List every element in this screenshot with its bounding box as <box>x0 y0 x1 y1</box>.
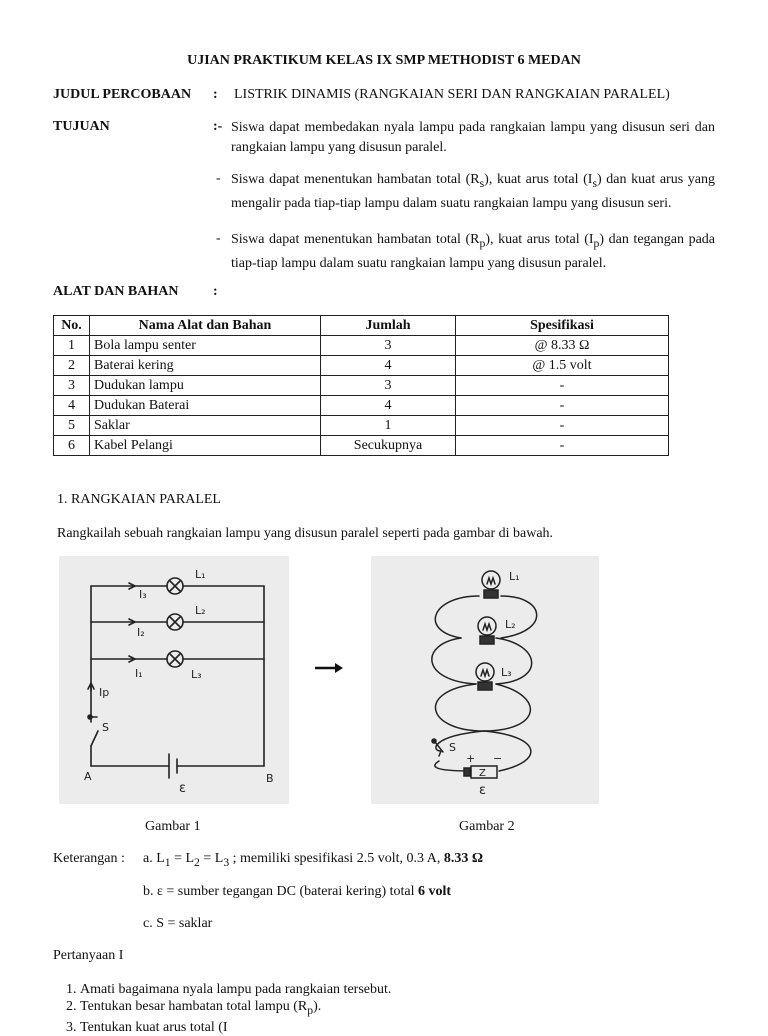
figure-2-caption: Gambar 2 <box>459 819 515 834</box>
section-instruction: Rangkailah sebuah rangkaian lampu yang disusun paralel seperti pada gambar di bawah. <box>57 526 554 541</box>
list-item: 3. Tentukan kuat arus total (I <box>80 1019 740 1036</box>
keterangan-c: c. S = saklar <box>143 916 213 931</box>
table-cell: - <box>456 396 669 416</box>
pertanyaan-heading: Pertanyaan I <box>53 948 124 963</box>
list-item: 2. Tentukan besar hambatan total lampu $(R_p)$. <box>80 998 740 1019</box>
tujuan-sep: :- <box>213 119 223 134</box>
judul-sep: : <box>213 87 218 102</box>
table-cell: Saklar <box>90 416 321 436</box>
table-row <box>54 336 669 356</box>
table-cell: - <box>456 376 669 396</box>
section-heading: 1. RANGKAIAN PARALEL <box>57 492 221 507</box>
fig2-label-minus: − <box>493 752 503 765</box>
table-cell: 4 <box>54 396 90 416</box>
table-header-name: Nama Alat dan Bahan <box>90 316 321 336</box>
table-cell: 3 <box>54 376 90 396</box>
fig2-label-L2: L₂ <box>505 618 516 631</box>
figure-2-drawing <box>371 556 599 804</box>
fig1-label-L3: L₃ <box>191 668 202 681</box>
fig2-label-L1: L₁ <box>509 570 520 583</box>
table-header-no: No. <box>54 316 90 336</box>
tujuan-dash-2: - <box>216 171 221 186</box>
table-header-spesifikasi: Spesifikasi <box>456 316 669 336</box>
tujuan-item-2: Siswa dapat menentukan hambatan total $(R_s)$, kuat arus total $(I_s)$ dan kuat arus yang mengalir pada tiap-tiap lampu dalam suatu rangkaian lampu yang disusun seri. <box>231 172 716 211</box>
table-cell: 4 <box>321 396 456 416</box>
fig1-label-A: A <box>84 770 92 783</box>
alat-sep: : <box>213 284 218 299</box>
tujuan-item-3: Siswa dapat menentukan hambatan total $(R_p)$, kuat arus total $(I_p)$ dan tegangan pada tiap-tiap lampu dalam suatu rangkaian lampu yang disusun paralel. <box>231 232 715 271</box>
figure-1-circuit <box>59 556 289 804</box>
table-cell: Bola lampu senter <box>90 336 321 356</box>
table-cell: 1 <box>54 336 90 356</box>
tujuan-item-1: Siswa dapat membedakan nyala lampu pada rangkaian lampu yang disusun seri dan rangkaian lampu yang disusun paralel. <box>231 120 715 155</box>
table-cell: 2 <box>54 356 90 376</box>
fig1-label-I1: I₁ <box>135 667 143 680</box>
page-title: UJIAN PRAKTIKUM KELAS IX SMP METHODIST 6 MEDAN <box>187 53 581 68</box>
judul-value: LISTRIK DINAMIS (RANGKAIAN SERI DAN RANGKAIAN PARALEL) <box>234 87 670 102</box>
table-cell: 6 <box>54 436 90 456</box>
fig1-label-E: ε <box>179 781 187 796</box>
table-cell: Dudukan lampu <box>90 376 321 396</box>
table-row <box>54 436 669 456</box>
list-item: 1. Amati bagaimana nyala lampu pada rangkaian tersebut. <box>80 981 740 998</box>
fig1-label-S: S <box>102 721 109 734</box>
table-cell: @ 1.5 volt <box>456 356 669 376</box>
fig2-label-Z: Z <box>479 768 486 779</box>
tujuan-dash-3: - <box>216 231 221 246</box>
table-cell: @ 8.33 Ω <box>456 336 669 356</box>
table-cell: - <box>456 416 669 436</box>
table-cell: 5 <box>54 416 90 436</box>
fig1-label-L1: L₁ <box>195 568 206 581</box>
table-cell: - <box>456 436 669 456</box>
tujuan-label: TUJUAN <box>53 119 110 134</box>
fig1-label-I2: I₂ <box>137 626 145 639</box>
tools-table <box>53 315 669 456</box>
table-cell: Dudukan Baterai <box>90 396 321 416</box>
figure-1-caption: Gambar 1 <box>145 819 201 834</box>
fig1-label-Ip: Ip <box>99 686 110 699</box>
fig2-label-E: ε <box>479 783 487 798</box>
table-row <box>54 416 669 436</box>
table-cell: 1 <box>321 416 456 436</box>
table-row <box>54 376 669 396</box>
fig1-label-I3: I₃ <box>139 588 147 601</box>
table-header-jumlah: Jumlah <box>321 316 456 336</box>
fig1-label-B: B <box>266 772 274 785</box>
keterangan-a: a. $L_1 = L_2 = L_3$ ; memiliki spesifikasi 2.5 volt, 0.3 A, 8.33 Ω <box>143 851 484 869</box>
judul-label: JUDUL PERCOBAAN <box>53 87 192 102</box>
fig2-label-L3: L₃ <box>501 666 512 679</box>
table-cell: Kabel Pelangi <box>90 436 321 456</box>
table-cell: Secukupnya <box>321 436 456 456</box>
table-cell: 3 <box>321 336 456 356</box>
fig2-label-S: S <box>449 741 456 754</box>
question-list <box>53 981 740 1036</box>
table-header-row <box>54 316 669 336</box>
table-row <box>54 396 669 416</box>
table-row <box>54 356 669 376</box>
keterangan-b: b. ε = sumber tegangan DC (baterai kering) total 6 volt <box>143 884 452 899</box>
table-cell: Baterai kering <box>90 356 321 376</box>
keterangan-label: Keterangan : <box>53 851 125 866</box>
table-cell: 4 <box>321 356 456 376</box>
fig2-label-plus: + <box>466 752 476 765</box>
alat-label: ALAT DAN BAHAN <box>53 284 179 299</box>
table-cell: 3 <box>321 376 456 396</box>
fig1-label-L2: L₂ <box>195 604 206 617</box>
arrow-right-icon <box>313 661 345 675</box>
